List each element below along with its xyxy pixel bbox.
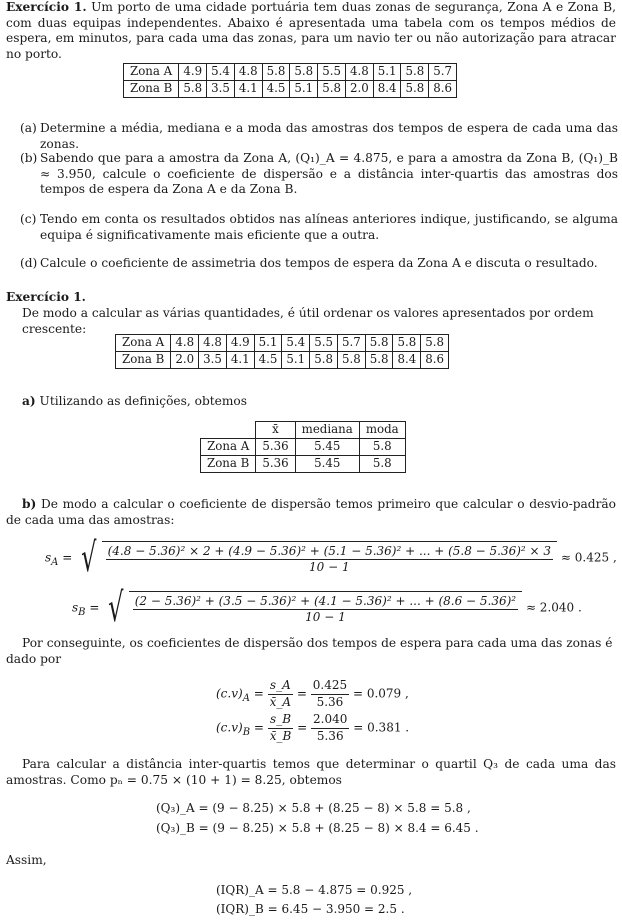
table-cell: 5.4 <box>282 335 310 352</box>
question-text: Determine a média, mediana e a moda das amostras dos tempos de espera de cada uma das zonas. <box>40 121 618 151</box>
table-cell: 5.5 <box>310 335 338 352</box>
table-cell: 5.1 <box>282 352 310 369</box>
exercise-heading: Exercício 1. <box>6 0 87 14</box>
eq-denominator: 5.36 <box>316 728 344 743</box>
table-cell: 5.1 <box>254 335 282 352</box>
table-cell: 4.1 <box>226 352 254 369</box>
question-text: Tendo em conta os resultados obtidos nas alíneas anteriores indique, justificando, se alguma equipa é significativamente mais eficiente que a outra. <box>40 212 618 242</box>
data-table <box>123 63 457 98</box>
row-label: Zona B <box>201 456 256 473</box>
eq-result: ≈ 0.425 , <box>560 550 617 565</box>
eq-sub: B <box>242 726 251 738</box>
table-cell: 4.1 <box>234 81 262 98</box>
table-cell: 5.45 <box>295 439 359 456</box>
part-a-text <box>22 394 247 410</box>
table-cell: 8.4 <box>393 352 421 369</box>
row-label: Zona B <box>124 81 179 98</box>
part-b-text <box>6 497 616 528</box>
eq-lhs: s <box>45 550 52 565</box>
eq-denominator: 10 − 1 <box>305 610 346 624</box>
row-label: Zona A <box>124 64 179 81</box>
table-cell: 5.8 <box>179 81 207 98</box>
eq-denominator: 10 − 1 <box>309 560 350 574</box>
eq-result: ≈ 2.040 . <box>525 600 582 615</box>
table-cell: 4.5 <box>254 352 282 369</box>
question-a <box>20 121 618 152</box>
eq-numerator: (4.8 − 5.36)² × 2 + (4.9 − 5.36)² + (5.1 − 5.36)² + ... + (5.8 − 5.36)² × 3 <box>106 544 553 561</box>
eq-denominator: 5.36 <box>316 694 344 709</box>
table-cell: 5.7 <box>429 64 457 81</box>
table-cell: 5.8 <box>393 335 421 352</box>
table-cell: 5.8 <box>290 64 318 81</box>
question-tag: (a) <box>20 121 37 135</box>
column-header: mediana <box>295 422 359 439</box>
eq-denominator: x̄_A <box>269 694 292 709</box>
table-cell: 4.8 <box>234 64 262 81</box>
table-cell: 5.36 <box>256 439 295 456</box>
part-a-label: a) <box>22 394 36 408</box>
table-cell: 5.8 <box>262 64 290 81</box>
table-row <box>116 335 449 352</box>
table-cell: 5.8 <box>365 352 393 369</box>
eq-sub: B <box>78 606 86 618</box>
table-cell: 5.8 <box>310 352 338 369</box>
table-cell: 5.8 <box>365 335 393 352</box>
table-cell: 8.6 <box>429 81 457 98</box>
exercise-text: Um porto de uma cidade portuária tem duas zonas de segurança, Zona A e Zona B, com duas equipas independentes. Abaixo é apresentada uma tabela com os tempos médios de espera, em minutos, para cada uma das zonas, para um navio ter ou não autorização para atracar no porto. <box>6 0 616 61</box>
equation-iqrA: (IQR)_A = 5.8 − 4.875 = 0.925 , <box>216 883 413 897</box>
table-header-row <box>201 422 406 439</box>
table-cell: 5.5 <box>318 64 346 81</box>
table-cell: 5.45 <box>295 456 359 473</box>
eq-result: = 0.079 , <box>352 686 409 701</box>
equation-q3B: (Q₃)_B = (9 − 8.25) × 5.8 + (8.25 − 8) × 8.4 = 6.45 . <box>156 821 479 835</box>
equation-iqrB: (IQR)_B = 6.45 − 3.950 = 2.5 . <box>216 902 405 916</box>
table-row <box>124 81 457 98</box>
table-cell: 5.8 <box>401 64 429 81</box>
table-cell: 4.9 <box>226 335 254 352</box>
assim-text: Assim, <box>6 853 47 867</box>
table-row <box>116 352 449 369</box>
equation-sB: $s_B$ = √ (2 − 5.36)² + (3.5 − 5.36)² + (4.1 − 5.36)² + ... + (8.6 − 5.36)² 10 − 1 ≈ 2.040 . <box>72 585 582 631</box>
column-header <box>201 422 256 439</box>
question-tag: (b) <box>20 151 38 165</box>
question-d <box>20 256 618 272</box>
table-row <box>201 456 406 473</box>
eq-numerator: (2 − 5.36)² + (3.5 − 5.36)² + (4.1 − 5.36)² + ... + (8.6 − 5.36)² <box>133 594 518 611</box>
part-b-body: De modo a calcular o coeficiente de dispersão temos primeiro que calcular o desvio-padrão de cada uma das amostras: <box>6 497 617 527</box>
table-cell: 8.4 <box>373 81 401 98</box>
table-row <box>201 439 406 456</box>
table-cell: 5.8 <box>337 352 365 369</box>
column-header: moda <box>359 422 405 439</box>
eq-numerator: 2.040 <box>311 712 349 729</box>
table-row <box>124 64 457 81</box>
eq-numerator: 0.425 <box>311 678 349 695</box>
solution-heading: Exercício 1. <box>6 290 86 304</box>
table-cell: 5.8 <box>359 439 405 456</box>
part-b-label: b) <box>22 497 37 511</box>
table-cell: 2.0 <box>345 81 373 98</box>
question-c <box>20 212 618 243</box>
eq-lhs: s <box>72 600 79 615</box>
eq-sub: A <box>51 556 59 568</box>
eq-sub: A <box>242 692 250 704</box>
table-cell: 5.8 <box>401 81 429 98</box>
table-cell: 4.5 <box>262 81 290 98</box>
exercise-statement <box>6 0 616 62</box>
table-cell: 4.9 <box>179 64 207 81</box>
question-b <box>20 151 618 198</box>
part-a-body: Utilizando as definições, obtemos <box>39 394 248 408</box>
table-cell: 4.8 <box>345 64 373 81</box>
table-cell: 3.5 <box>207 81 235 98</box>
quartile-intro: Para calcular a distância inter-quartis temos que determinar o quartil Q₃ de cada uma das amostras. Como pₙ = 0.75 × (10 + 1) = 8.25, obtemos <box>6 757 616 787</box>
equation-cvA: $(c.v)_A$ = $\frac{s\_A}{x̄\_A}$ = $\frac{0.425}{5.36}$ = 0.079 , <box>216 678 409 709</box>
question-tag: (c) <box>20 212 37 226</box>
row-label: Zona B <box>116 352 171 369</box>
table-cell: 4.8 <box>171 335 199 352</box>
question-text: Sabendo que para a amostra da Zona A, (Q₁)_A = 4.875, e para a amostra da Zona B, (Q₁)_B ≈ 3.950, calcule o coeficiente de dispersão e a distância inter-quartis das amostras dos tempos de espera da Zona A e da Zona B. <box>40 151 618 196</box>
table-cell: 5.8 <box>359 456 405 473</box>
table-cell: 5.1 <box>373 64 401 81</box>
equation-q3A: (Q₃)_A = (9 − 8.25) × 5.8 + (8.25 − 8) × 5.8 = 5.8 , <box>156 801 471 815</box>
sorted-table <box>115 334 449 369</box>
eq-denominator: x̄_B <box>269 728 292 743</box>
eq-result: = 0.381 . <box>353 720 410 735</box>
eq-numerator: s_B <box>268 712 294 729</box>
row-label: Zona A <box>201 439 256 456</box>
eq-numerator: s_A <box>268 678 293 695</box>
table-cell: 8.6 <box>421 352 449 369</box>
table-cell: 5.8 <box>421 335 449 352</box>
table-cell: 5.4 <box>207 64 235 81</box>
question-text: Calcule o coeficiente de assimetria dos tempos de espera da Zona A e discuta o resultado. <box>40 256 598 270</box>
table-cell: 5.36 <box>256 456 295 473</box>
question-tag: (d) <box>20 256 38 270</box>
table-cell: 4.8 <box>199 335 227 352</box>
equation-cvB: $(c.v)_B$ = $\frac{s\_B}{x̄\_B}$ = $\frac{2.040}{5.36}$ = 0.381 . <box>216 712 410 743</box>
eq-lhs: (c.v) <box>216 686 243 701</box>
table-cell: 5.7 <box>337 335 365 352</box>
stats-table <box>200 421 406 473</box>
table-cell: 2.0 <box>171 352 199 369</box>
row-label: Zona A <box>116 335 171 352</box>
equation-sA: $s_A$ = √ (4.8 − 5.36)² × 2 + (4.9 − 5.36)² + (5.1 − 5.36)² + ... + (5.8 − 5.36)² × 3 10 − 1 ≈ 0.425 , <box>45 535 617 581</box>
table-cell: 3.5 <box>199 352 227 369</box>
column-header: x̄ <box>256 422 295 439</box>
eq-lhs: (c.v) <box>216 720 243 735</box>
solution-intro: De modo a calcular as várias quantidades, é útil ordenar os valores apresentados por ordem crescente: <box>22 306 594 336</box>
dispersion-intro: Por conseguinte, os coeficientes de dispersão dos tempos de espera para cada uma das zonas é dado por <box>6 636 613 666</box>
table-cell: 5.8 <box>318 81 346 98</box>
table-cell: 5.1 <box>290 81 318 98</box>
